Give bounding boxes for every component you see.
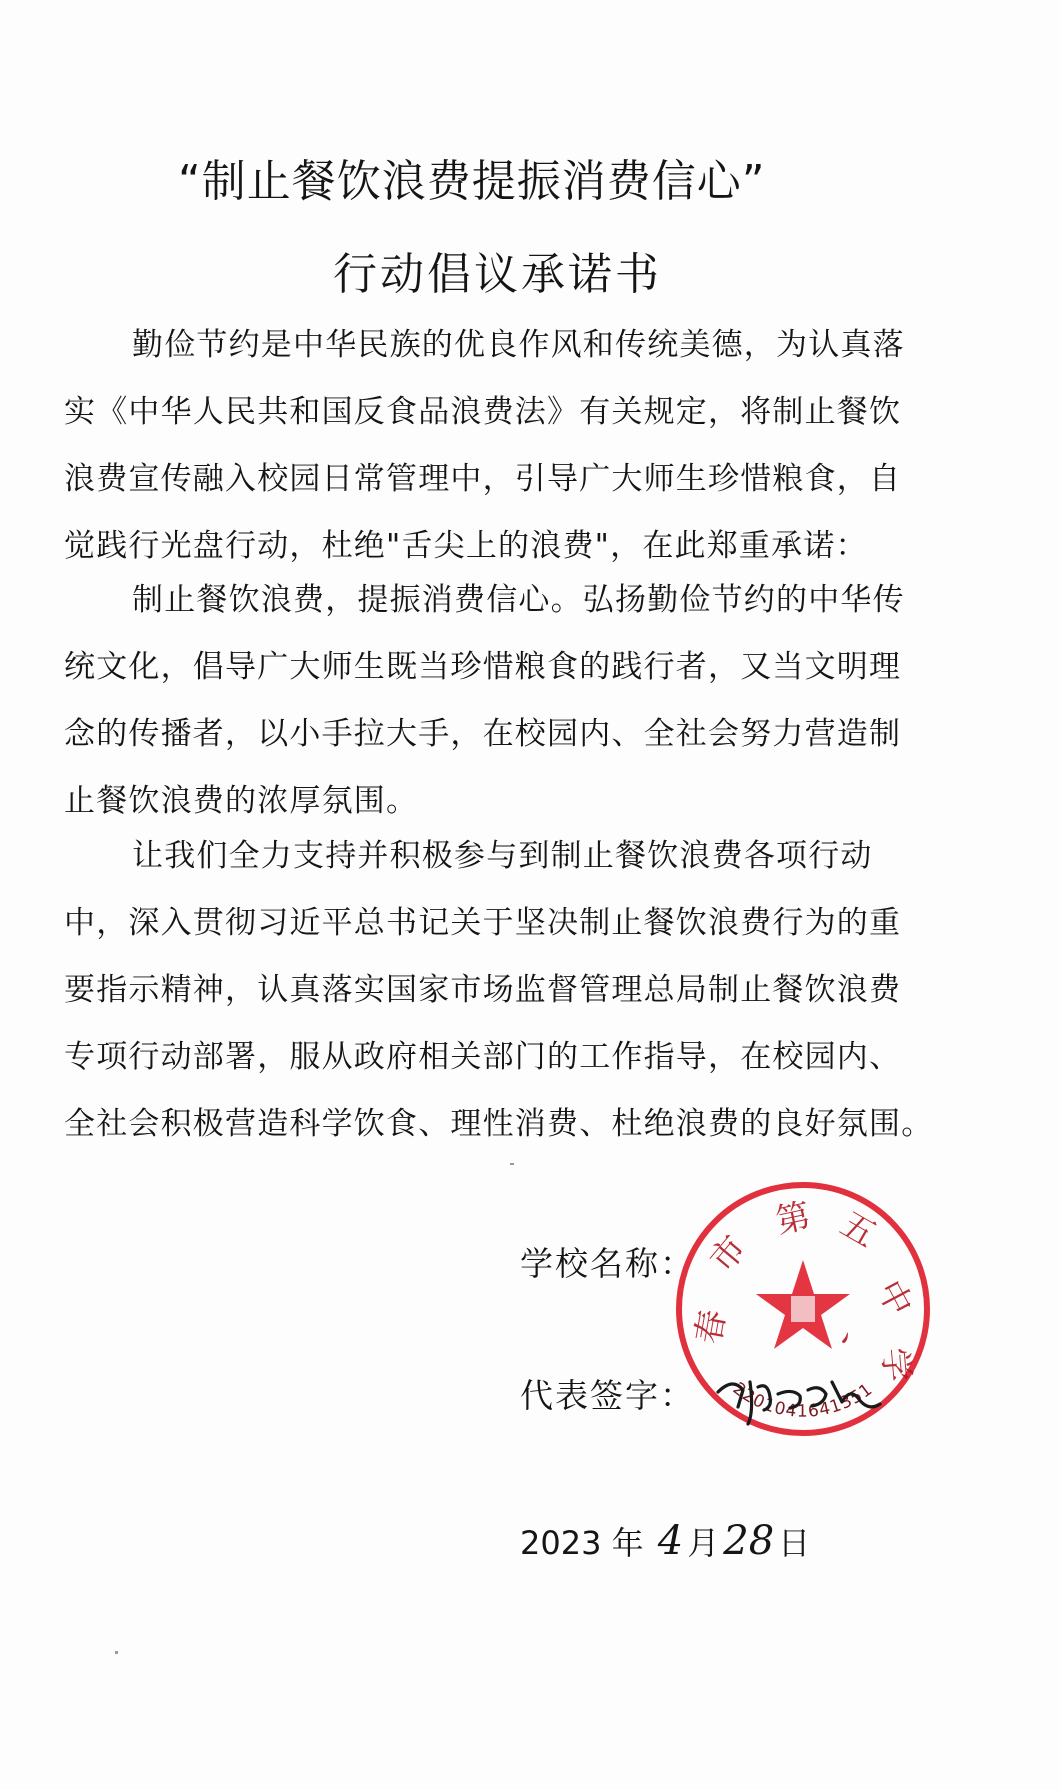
paragraph-line: 浪费宣传融入校园日常管理中，引导广大师生珍惜粮食，自	[64, 461, 902, 497]
date-month-handwritten: 4	[657, 1518, 684, 1564]
seal-char: 中	[868, 1273, 920, 1323]
paragraph-line: 全社会积极营造科学饮食、理性消费、杜绝浪费的良好氛围。	[64, 1106, 934, 1142]
seal-char: 五	[833, 1204, 883, 1256]
paragraph-2	[64, 567, 964, 835]
paragraph-line: 实《中华人民共和国反食品浪费法》有关规定，将制止餐饮	[64, 394, 902, 430]
seal-char: 春	[688, 1306, 734, 1348]
scan-speck	[510, 1163, 514, 1165]
document-title-line-1: “制止餐饮浪费提振消费信心”	[178, 156, 766, 207]
paragraph-line: 统文化，倡导广大师生既当珍惜粮食的践行者，又当文明理	[64, 649, 902, 685]
paragraph-line: 制止餐饮浪费，提振消费信心。弘扬勤俭节约的中华传	[132, 582, 905, 618]
seal-char: 学	[874, 1346, 918, 1384]
signature-icon	[708, 1352, 908, 1432]
seal-char: 第	[772, 1195, 814, 1242]
scan-speck	[115, 1651, 118, 1654]
paragraph-1	[64, 312, 964, 580]
date-month-unit: 月	[687, 1524, 720, 1562]
paragraph-line: 勤俭节约是中华民族的优良作风和传统美德，为认真落	[132, 327, 905, 363]
paragraph-line: 止餐饮浪费的浓厚氛围。	[64, 783, 419, 819]
signing-date	[520, 1518, 810, 1564]
paragraph-line: 专项行动部署，服从政府相关部门的工作指导，在校园内、	[64, 1039, 902, 1075]
paragraph-line: 中，深入贯彻习近平总书记关于坚决制止餐饮浪费行为的重	[64, 905, 902, 941]
seal-char: 、	[833, 1322, 883, 1369]
paragraph-line: 念的传播者，以小手拉大手，在校园内、全社会努力营造制	[64, 716, 902, 752]
paragraph-line: 觉践行光盘行动，杜绝"舌尖上的浪费"，在此郑重承诺：	[64, 528, 868, 564]
representative-signature-label: 代表签字：	[520, 1376, 695, 1415]
handwritten-signature	[708, 1352, 908, 1432]
seal-char: 市	[702, 1228, 755, 1281]
paragraph-line: 要指示精神，认真落实国家市场监督管理总局制止餐饮浪费	[64, 972, 902, 1008]
paragraph-3	[64, 823, 964, 1158]
date-day-handwritten: 28	[723, 1518, 775, 1564]
seal-code: 2201041641351	[728, 1378, 877, 1422]
document-title-line-2: 行动倡议承诺书	[333, 249, 662, 300]
date-year: 2023 年	[520, 1524, 644, 1562]
school-name-label: 学校名称：	[520, 1244, 695, 1283]
paragraph-line: 让我们全力支持并积极参与到制止餐饮浪费各项行动	[132, 838, 873, 874]
date-day-unit: 日	[778, 1524, 811, 1562]
